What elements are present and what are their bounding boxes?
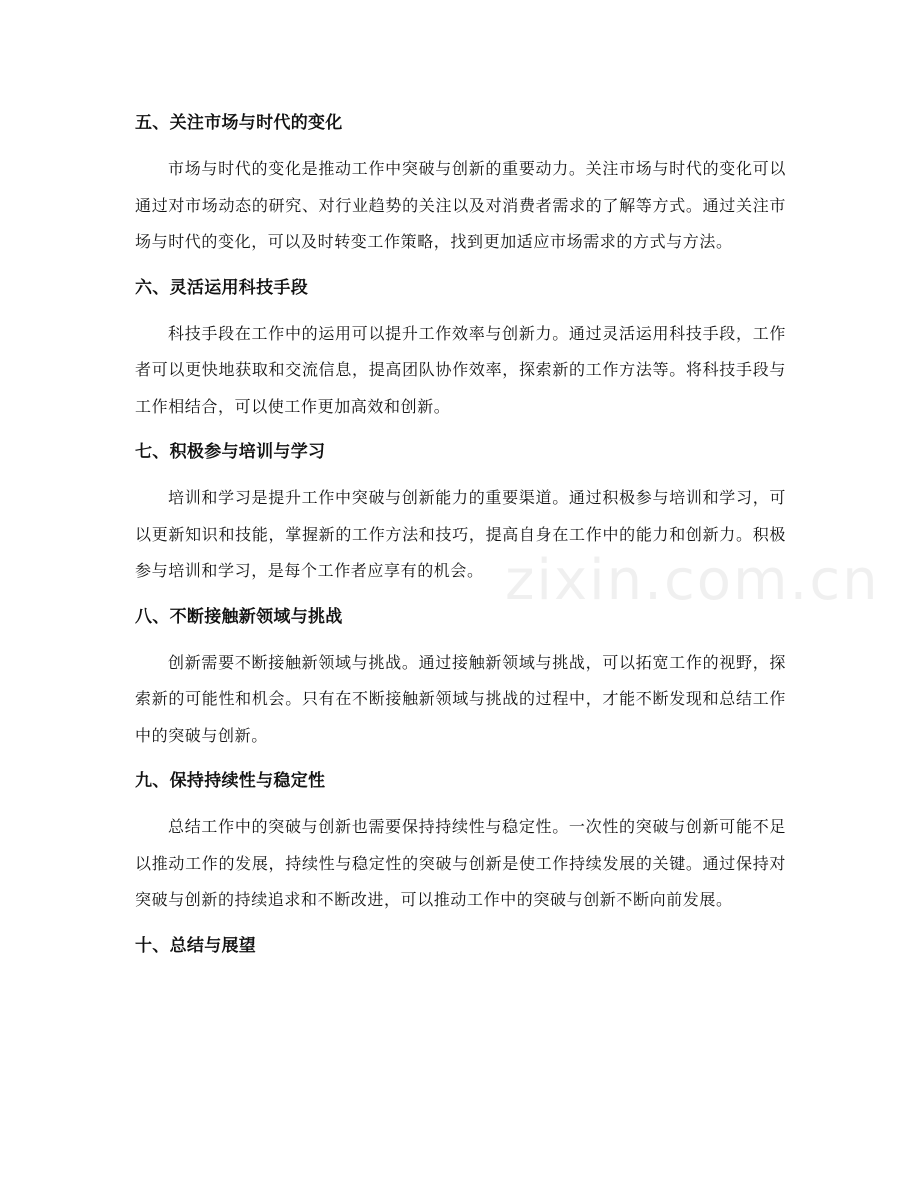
section-heading: 五、关注市场与时代的变化 xyxy=(135,113,343,133)
section-heading: 七、积极参与培训与学习 xyxy=(135,442,326,462)
section-paragraph: 培训和学习是提升工作中突破与创新能力的重要渠道。通过积极参与培训和学习，可以更新知识和技能，掌握新的工作方法和技巧，提高自身在工作中的能力和创新力。积极参与培训和学习，是每个工作者应享有的机会。 xyxy=(135,488,786,580)
section-8 xyxy=(135,600,786,765)
section-10 xyxy=(135,929,786,963)
section-paragraph: 总结工作中的突破与创新也需要保持持续性与稳定性。一次性的突破与创新可能不足以推动工作的发展，持续性与稳定性的突破与创新是使工作持续发展的关键。通过保持对突破与创新的持续追求和不断改进，可以推动工作中的突破与创新不断向前发展。 xyxy=(135,817,786,909)
section-9 xyxy=(135,764,786,929)
section-paragraph: 创新需要不断接触新领域与挑战。通过接触新领域与挑战，可以拓宽工作的视野，探索新的可能性和机会。只有在不断接触新领域与挑战的过程中，才能不断发现和总结工作中的突破与创新。 xyxy=(135,652,786,745)
document-content xyxy=(135,106,786,963)
section-heading: 九、保持持续性与稳定性 xyxy=(135,771,326,791)
section-heading: 十、总结与展望 xyxy=(135,935,257,956)
section-6 xyxy=(135,271,786,436)
section-paragraph: 市场与时代的变化是推动工作中突破与创新的重要动力。关注市场与时代的变化可以通过对市场动态的研究、对行业趋势的关注以及对消费者需求的了解等方式。通过关注市场与时代的变化，可以及时转变工作策略，找到更加适应市场需求的方式与方法。 xyxy=(135,159,786,251)
section-paragraph: 科技手段在工作中的运用可以提升工作效率与创新力。通过灵活运用科技手段，工作者可以更快地获取和交流信息，提高团队协作效率，探索新的工作方法等。将科技手段与工作相结合，可以使工作更加高效和创新。 xyxy=(135,323,786,416)
section-7 xyxy=(135,435,786,600)
section-heading: 八、不断接触新领域与挑战 xyxy=(135,606,343,627)
section-5 xyxy=(135,106,786,271)
section-heading: 六、灵活运用科技手段 xyxy=(135,277,308,298)
watermark: zixin.com.cn xyxy=(505,548,880,613)
